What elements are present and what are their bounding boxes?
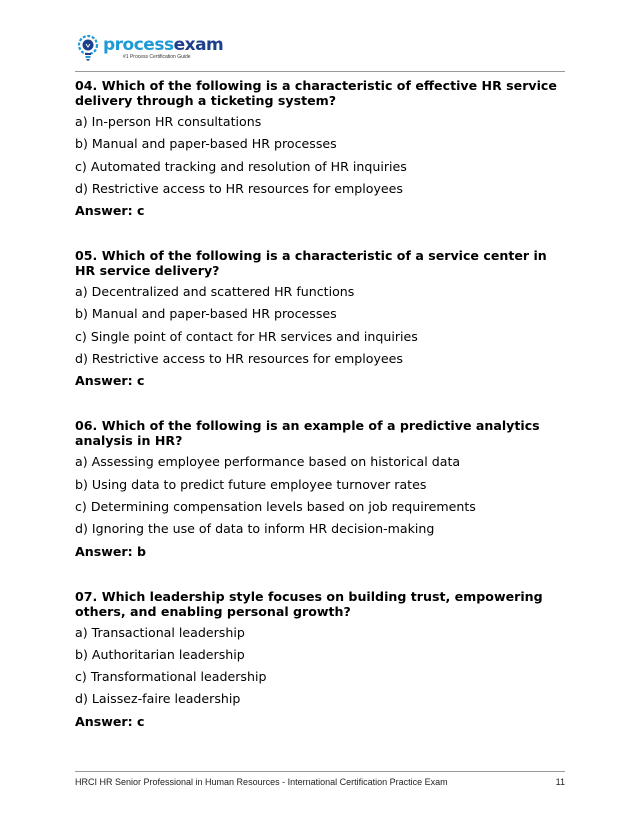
page-header — [75, 34, 565, 74]
question-block-06 — [75, 418, 565, 558]
footer-divider — [75, 771, 565, 772]
option-d: d) Restrictive access to HR resources for employees — [75, 351, 403, 367]
page-number: 11 — [555, 777, 565, 787]
brand-name — [103, 36, 223, 54]
question-block-05 — [75, 248, 565, 388]
question-list — [75, 78, 565, 759]
answer-text: Answer: c — [75, 373, 145, 389]
answer-text: Answer: c — [75, 713, 145, 729]
option-c: c) Determining compensation levels based on job requirements — [75, 498, 476, 514]
question-text: 04. Which of the following is a characteristic of effective HR service delivery through a ticketing system? — [75, 78, 557, 108]
option-b: b) Using data to predict future employee turnover rates — [75, 476, 427, 492]
page-footer — [75, 771, 565, 787]
footer-row — [75, 777, 565, 787]
question-block-07 — [75, 589, 565, 729]
option-a: a) Decentralized and scattered HR functions — [75, 284, 355, 300]
question-text: 06. Which of the following is an example of a predictive analytics analysis in HR? — [75, 418, 540, 449]
brand-tagline: #1 Process Certification Guide — [123, 54, 191, 60]
option-a: a) Transactional leadership — [75, 624, 245, 640]
header-divider — [75, 71, 565, 72]
option-a: a) In-person HR consultations — [75, 114, 262, 129]
option-c: c) Automated tracking and resolution of HR inquiries — [75, 158, 407, 174]
logo-text — [103, 34, 223, 61]
option-a: a) Assessing employee performance based on historical data — [75, 454, 461, 470]
option-d: d) Restrictive access to HR resources for employees — [75, 180, 403, 196]
option-b: b) Manual and paper-based HR processes — [75, 306, 337, 322]
question-block-04 — [75, 78, 565, 218]
answer-text: Answer: b — [75, 543, 147, 559]
question-text: 05. Which of the following is a characteristic of a service center in HR service delivery? — [75, 248, 547, 279]
question-text: 07. Which leadership style focuses on building trust, empowering others, and enabling personal growth? — [75, 588, 543, 619]
option-b: b) Authoritarian leadership — [75, 646, 245, 662]
processexam-logo — [75, 34, 223, 62]
answer-text: Answer: c — [75, 203, 145, 219]
brand-part-process: process — [103, 35, 174, 55]
brand-part-exam: exam — [173, 35, 224, 55]
option-d: d) Laissez-faire leadership — [75, 691, 241, 707]
option-d: d) Ignoring the use of data to inform HR decision-making — [75, 521, 435, 537]
footer-title: HRCI HR Senior Professional in Human Resources - International Certification Practice Exam — [75, 777, 448, 787]
option-b: b) Manual and paper-based HR processes — [75, 136, 337, 152]
lightbulb-gear-icon — [75, 34, 101, 62]
option-c: c) Single point of contact for HR services and inquiries — [75, 328, 418, 344]
option-c: c) Transformational leadership — [75, 669, 267, 685]
